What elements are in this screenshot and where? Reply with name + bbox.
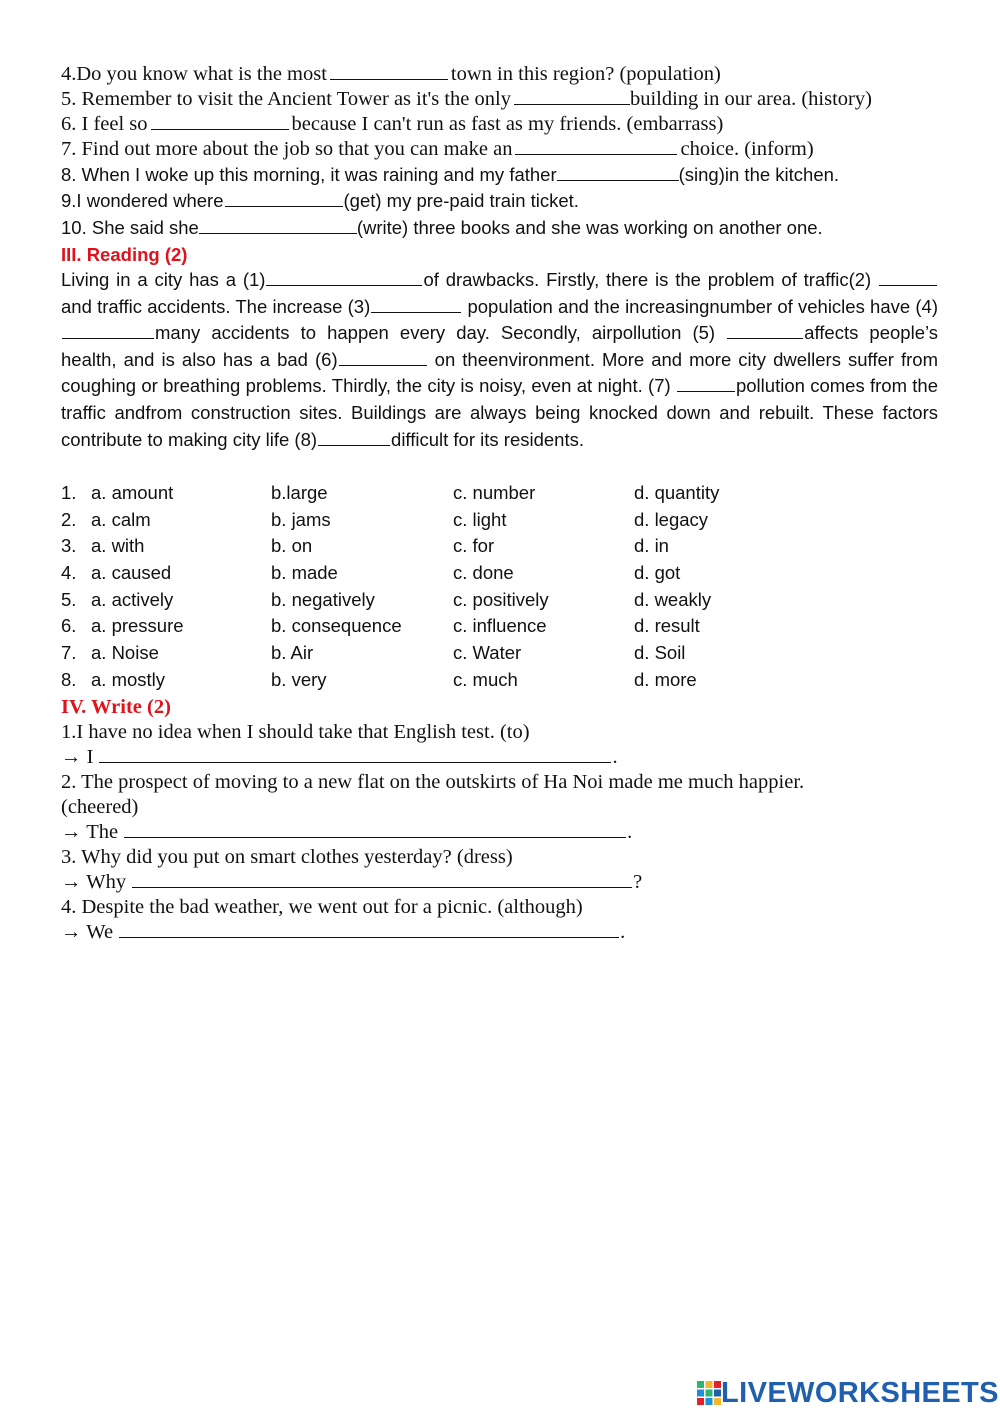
reading-blank-6[interactable]: [339, 349, 427, 366]
option-b[interactable]: b. negatively: [271, 588, 375, 610]
option-d[interactable]: d. quantity: [634, 482, 720, 503]
reading-passage: Living in a city has a (1) of drawbacks. Firstly, there is the problem of traffic(2) and traffic accidents. The increase (3) population and the increasingnumber of vehicles have (4)many accidents to happen every day. Secondly, airpollution (5) affects people’s health, and is also has a bad (6) on theenvironment. More and more city dwellers suffer from coughing or breathing problems. Thirdly, the city is noisy, even at night. (7) pollution comes from the traffic andfrom construction sites. Buildings are always being knocked down and rebuilt. These factors contribute to making city life (8) difficult for its residents.: [61, 269, 939, 450]
option-d[interactable]: d. weakly: [634, 588, 712, 610]
answer-line[interactable]: [119, 920, 619, 938]
option-a[interactable]: a. Noise: [91, 642, 159, 664]
verb-item-9: 9.I wondered where (get) my pre-paid train ticket.: [61, 190, 579, 211]
vocab-item-6: 6. I feel so because I can't run as fast as my friends. (embarrass): [61, 113, 724, 135]
verb-item-10: 10. She said she (write) three books and she was working on another one.: [61, 217, 823, 238]
reading-blank-8[interactable]: [318, 429, 390, 446]
option-b[interactable]: b. jams: [271, 508, 331, 530]
option-c[interactable]: c. positively: [453, 588, 549, 610]
vocab-item-5: 5. Remember to visit the Ancient Tower as it's the only building in our area. (history): [61, 88, 872, 110]
reading-heading: III. Reading (2): [61, 244, 188, 265]
reading-blank-5[interactable]: [727, 322, 803, 339]
option-c[interactable]: c. light: [453, 508, 507, 530]
reading-blank-3[interactable]: [371, 296, 461, 313]
option-b[interactable]: b. on: [271, 535, 313, 557]
option-d[interactable]: d. more: [634, 668, 697, 690]
option-b[interactable]: b.large: [271, 482, 328, 503]
option-d[interactable]: d. got: [634, 562, 681, 584]
liveworksheets-logo-icon: [697, 1381, 721, 1405]
answer-line[interactable]: [124, 820, 626, 838]
option-c[interactable]: c. for: [453, 535, 495, 557]
option-a[interactable]: a. pressure: [91, 615, 184, 637]
vocab-item-4: 4.Do you know what is the most town in this region? (population): [61, 63, 721, 85]
write-q3-answer: → Why ?: [61, 871, 643, 893]
option-c[interactable]: c. number: [453, 482, 536, 503]
answer-blank[interactable]: [330, 62, 448, 80]
option-c[interactable]: c. much: [453, 668, 518, 690]
option-a[interactable]: a. amount: [91, 482, 174, 503]
answer-blank[interactable]: [225, 189, 343, 207]
option-a[interactable]: a. with: [91, 535, 145, 557]
reading-blank-2[interactable]: [879, 269, 937, 286]
option-a[interactable]: a. actively: [91, 588, 174, 610]
answer-line[interactable]: [132, 870, 632, 888]
write-q4-answer: → We .: [61, 921, 626, 943]
answer-blank[interactable]: [557, 163, 679, 181]
write-q3-prompt: 3. Why did you put on smart clothes yesterday? (dress): [61, 846, 513, 868]
reading-blank-1[interactable]: [266, 269, 422, 286]
option-d[interactable]: d. Soil: [634, 642, 686, 664]
logo-text: LIVEWORKSHEETS: [721, 1376, 999, 1409]
answer-blank[interactable]: [151, 112, 289, 130]
verb-item-8: 8. When I woke up this morning, it was raining and my father (sing)in the kitchen.: [61, 164, 840, 185]
write-q1-answer: → I .: [61, 746, 618, 768]
reading-blank-7[interactable]: [677, 375, 735, 392]
reading-blank-4[interactable]: [62, 322, 154, 339]
write-heading: IV. Write (2): [61, 696, 171, 718]
option-c[interactable]: c. influence: [453, 615, 547, 637]
option-a[interactable]: a. calm: [91, 508, 151, 530]
answer-blank[interactable]: [515, 137, 677, 155]
option-d[interactable]: d. legacy: [634, 508, 709, 530]
option-a[interactable]: a. mostly: [91, 668, 166, 690]
option-b[interactable]: b. made: [271, 562, 338, 584]
answer-blank[interactable]: [514, 87, 630, 105]
option-b[interactable]: b. Air: [271, 642, 314, 664]
option-a[interactable]: a. caused: [91, 562, 172, 584]
answer-line[interactable]: [99, 745, 611, 763]
option-b[interactable]: b. very: [271, 668, 327, 690]
write-q4-prompt: 4. Despite the bad weather, we went out for a picnic. (although): [61, 896, 583, 918]
write-q1-prompt: 1.I have no idea when I should take that English test. (to): [61, 721, 530, 743]
option-d[interactable]: d. in: [634, 535, 669, 557]
vocab-item-7: 7. Find out more about the job so that you can make an choice. (inform): [61, 138, 814, 160]
write-q2-hint: (cheered): [61, 796, 139, 818]
write-q2-prompt: 2. The prospect of moving to a new flat on the outskirts of Ha Noi made me much happier.: [61, 771, 805, 793]
answer-blank[interactable]: [199, 216, 357, 234]
option-c[interactable]: c. Water: [453, 642, 522, 664]
option-d[interactable]: d. result: [634, 615, 700, 637]
option-b[interactable]: b. consequence: [271, 615, 402, 637]
liveworksheets-logo: [697, 1378, 999, 1408]
write-q2-answer: → The .: [61, 821, 633, 843]
option-c[interactable]: c. done: [453, 562, 514, 584]
